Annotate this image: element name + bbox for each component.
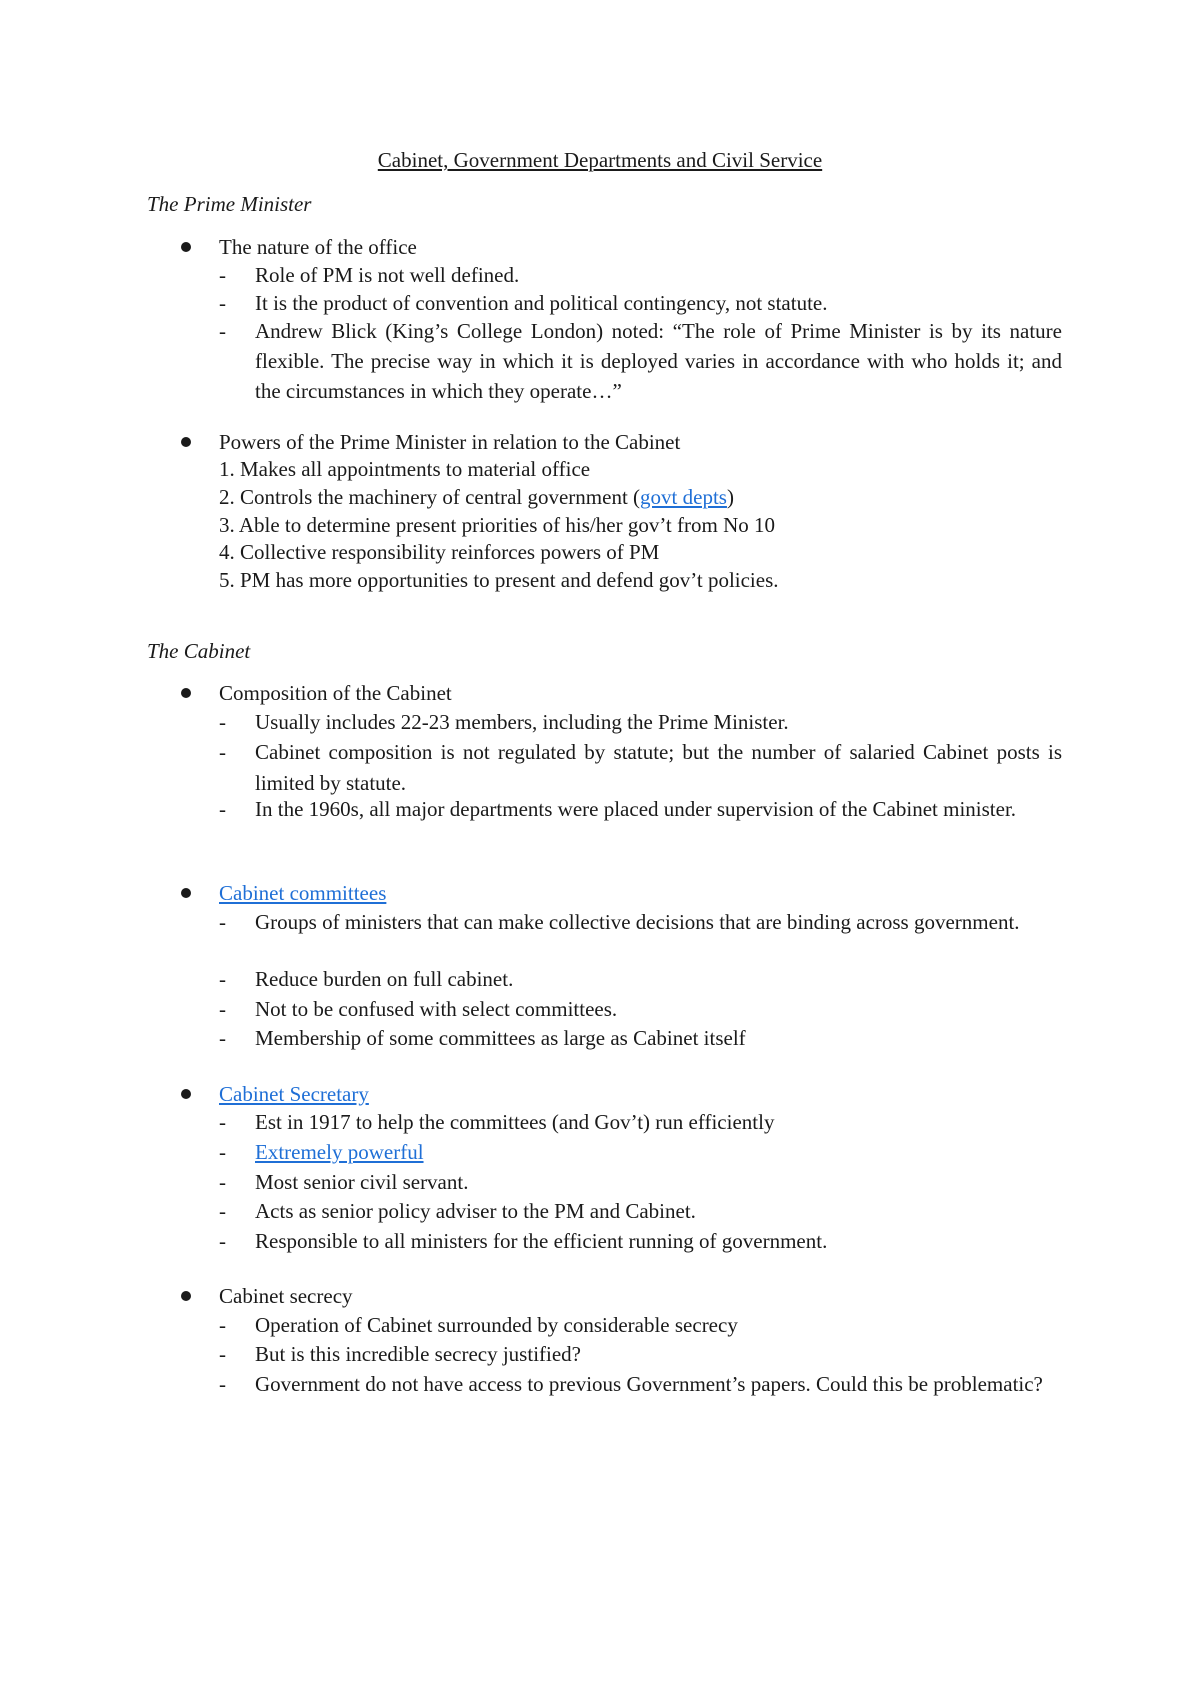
dash-marker: - (219, 1110, 226, 1134)
dash-marker: - (219, 710, 226, 734)
list-item: Membership of some committees as large as Cabinet itself (255, 1026, 746, 1050)
list-item: Acts as senior policy adviser to the PM and Cabinet. (255, 1199, 696, 1223)
dash-marker: - (219, 319, 226, 343)
list-item: It is the product of convention and political contingency, not statute. (255, 291, 828, 315)
numbered-item: 1. Makes all appointments to material office (219, 457, 591, 481)
dash-marker: - (219, 740, 226, 764)
cabinet-secretary-link[interactable]: Cabinet Secretary (219, 1082, 369, 1106)
numbered-item-text: ) (726, 485, 734, 509)
bullet-icon (181, 437, 191, 447)
section-heading-prime-minister: The Prime Minister (147, 192, 312, 216)
dash-marker: - (219, 967, 226, 991)
list-item: Andrew Blick (King’s College London) noted: “The role of Prime Minister is by its nature flexible. The precise way in which it is deployed varies in accordance with who holds it; and the circumstances in which they operate…” (255, 319, 1062, 403)
list-item: Reduce burden on full cabinet. (255, 967, 514, 991)
list-item: Not to be confused with select committees. (255, 997, 618, 1021)
numbered-item: 3. Able to determine present priorities of his/her gov’t from No 10 (219, 513, 775, 537)
numbered-item: 5. PM has more opportunities to present and defend gov’t policies. (219, 568, 779, 592)
dash-marker: - (219, 910, 226, 934)
dash-marker: - (219, 1026, 226, 1050)
list-item: Government do not have access to previous Government’s papers. Could this be problematic? (255, 1372, 1043, 1396)
numbered-item (219, 483, 734, 511)
bullet-icon (181, 242, 191, 252)
list-item: Operation of Cabinet surrounded by considerable secrecy (255, 1313, 738, 1337)
list-item: Responsible to all ministers for the efficient running of government. (255, 1229, 828, 1253)
govt-depts-link[interactable]: govt depts (640, 485, 727, 509)
bullet-label-composition: Composition of the Cabinet (219, 681, 452, 705)
list-item: Groups of ministers that can make collective decisions that are binding across government. (255, 910, 1020, 934)
bullet-icon (181, 688, 191, 698)
dash-marker: - (219, 1372, 226, 1396)
list-item: Cabinet composition is not regulated by statute; but the number of salaried Cabinet posts is limited by statute. (255, 740, 1062, 795)
extremely-powerful-link[interactable]: Extremely powerful (255, 1140, 424, 1164)
bullet-label-secrecy: Cabinet secrecy (219, 1284, 353, 1308)
list-item: But is this incredible secrecy justified? (255, 1342, 581, 1366)
bullet-icon (181, 1291, 191, 1301)
list-item: Usually includes 22-23 members, including the Prime Minister. (255, 710, 789, 734)
dash-marker: - (219, 263, 226, 287)
cabinet-committees-link[interactable]: Cabinet committees (219, 881, 387, 905)
numbered-item-text: 2. Controls the machinery of central government ( (219, 485, 641, 509)
dash-marker: - (219, 1313, 226, 1337)
dash-marker: - (219, 1342, 226, 1366)
dash-marker: - (219, 1140, 226, 1164)
numbered-item: 4. Collective responsibility reinforces powers of PM (219, 540, 660, 564)
list-item: In the 1960s, all major departments were placed under supervision of the Cabinet minister. (255, 797, 1017, 821)
list-item: Est in 1917 to help the committees (and Gov’t) run efficiently (255, 1110, 775, 1134)
bullet-icon (181, 888, 191, 898)
section-heading-cabinet: The Cabinet (147, 639, 251, 663)
list-item: Most senior civil servant. (255, 1170, 469, 1194)
dash-marker: - (219, 1229, 226, 1253)
dash-marker: - (219, 1199, 226, 1223)
dash-marker: - (219, 291, 226, 315)
bullet-label-powers: Powers of the Prime Minister in relation to the Cabinet (219, 430, 681, 454)
list-item (255, 1137, 1062, 1168)
document-title: Cabinet, Government Departments and Civil Service (377, 148, 823, 172)
bullet-icon (181, 1089, 191, 1099)
dash-marker: - (219, 797, 226, 821)
bullet-label-nature: The nature of the office (219, 235, 417, 259)
dash-marker: - (219, 997, 226, 1021)
dash-marker: - (219, 1170, 226, 1194)
list-item: Role of PM is not well defined. (255, 263, 520, 287)
